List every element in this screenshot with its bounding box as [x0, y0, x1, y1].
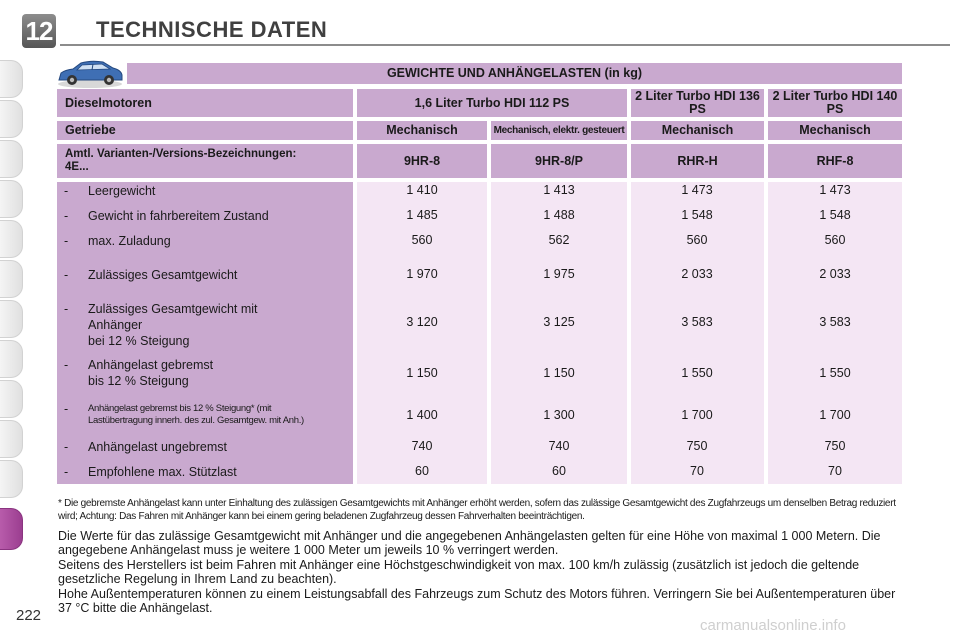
table-cell: 1 400 [406, 408, 438, 422]
table-cell: 1 488 [543, 208, 575, 222]
chapter-tab[interactable] [0, 220, 23, 258]
chapter-tab[interactable] [0, 140, 23, 178]
table-cell: 1 700 [819, 408, 851, 422]
table-cell: 1 150 [406, 366, 438, 380]
page-number: 222 [16, 607, 42, 624]
gearbox-row-label: Getriebe [57, 121, 353, 140]
table-cell: 1 550 [819, 366, 851, 380]
engine-row-label: Dieselmotoren [57, 89, 353, 117]
chapter-tab[interactable] [0, 100, 23, 138]
table-cell: 740 [411, 439, 433, 453]
paragraph: Die Werte für das zulässige Gesamtgewicht mit Anhänger und die angegebenen Anhängelasten gelten für eine Höhe von maximal 1 000 Metern. Die angegebene Anhängelast muss je weitere 1 000 Meter um jeweils 10 % verringert werden. [58, 529, 881, 557]
table-title: GEWICHTE UND ANHÄNGELASTEN (in kg) [127, 63, 902, 84]
row-dash: - [64, 302, 69, 316]
table-row-label [64, 357, 213, 389]
footnote: * Die gebremste Anhängelast kann unter Einhaltung des zulässigen Gesamtgewichts mit Anhänger erhöht werden, sofern das zulässige Gesamtgewicht des Zugfahrzeugs um denselben Betrag reduziert wird; Achtung: Das Fahren mit Anhänger kann bei einem gering beladenen Zugfahrzeug dessen Fahrverhalten beeinträchtigen. [58, 498, 896, 522]
table-cell: 60 [552, 464, 566, 478]
row-dash: - [64, 358, 69, 372]
header-divider [60, 44, 950, 46]
table-row-label [64, 439, 227, 455]
row-label-text: Anhängelast ungebremst [88, 440, 227, 454]
table-row-label [64, 301, 334, 349]
chapter-tab[interactable] [0, 380, 23, 418]
table-cell: 1 150 [543, 366, 575, 380]
table-cell: 60 [415, 464, 429, 478]
row-dash: - [64, 209, 69, 223]
table-cell: 1 473 [819, 183, 851, 197]
variant-header-2: 9HR-8/P [491, 144, 627, 178]
row-label-text: Leergewicht [88, 184, 156, 198]
gearbox-header-3: Mechanisch [631, 121, 764, 140]
paragraph: Seitens des Herstellers ist beim Fahren mit Anhänger eine Höchstgeschwindigkeit von max. 100 km/h zulässig (zusätzlich ist jedoch die geltende gesetzliche Regelung in Ihrem Land zu beachten). [58, 558, 860, 586]
table-row-label [64, 208, 269, 224]
gearbox-header-2: Mechanisch, elektr. gesteuert [491, 121, 627, 140]
page-title: TECHNISCHE DATEN [96, 17, 328, 42]
gearbox-header-4: Mechanisch [768, 121, 902, 140]
table-cell: 560 [411, 233, 433, 247]
row-dash: - [64, 440, 69, 454]
variant-header-1: 9HR-8 [357, 144, 487, 178]
table-cell: 1 485 [406, 208, 438, 222]
table-cell: 1 970 [406, 267, 438, 281]
table-cell: 560 [824, 233, 846, 247]
chapter-tab[interactable] [0, 340, 23, 378]
engine-header-3: 2 Liter Turbo HDI 140 PS [768, 89, 902, 117]
variant-header-3: RHR-H [631, 144, 764, 178]
table-cell: 1 550 [681, 366, 713, 380]
row-dash: - [64, 402, 68, 416]
table-cell: 562 [548, 233, 570, 247]
row-dash: - [64, 184, 69, 198]
table-row-label [64, 267, 237, 283]
table-cell: 1 473 [681, 183, 713, 197]
table-cell: 3 120 [406, 315, 438, 329]
row-label-text: Zulässiges Gesamtgewicht [88, 268, 238, 282]
chapter-tab[interactable] [0, 460, 23, 498]
table-cell: 1 700 [681, 408, 713, 422]
chapter-tab[interactable] [0, 260, 23, 298]
table-cell: 1 548 [819, 208, 851, 222]
car-icon [55, 58, 125, 88]
row-dash: - [64, 268, 69, 282]
row-label-text: Zulässiges Gesamtgewicht mit Anhänger [88, 302, 258, 332]
table-row-label [64, 464, 237, 480]
table-cell: 1 548 [681, 208, 713, 222]
engine-header-1: 1,6 Liter Turbo HDI 112 PS [357, 89, 627, 117]
table-row-label [64, 233, 171, 249]
row-dash: - [64, 234, 69, 248]
table-cell: 1 413 [543, 183, 575, 197]
table-cell: 1 300 [543, 408, 575, 422]
table-cell: 750 [686, 439, 708, 453]
table-cell: 70 [828, 464, 842, 478]
table-cell: 2 033 [819, 267, 851, 281]
chapter-tabs [0, 60, 24, 550]
row-label-sub: bei 12 % Steigung [88, 334, 190, 348]
table-cell: 1 410 [406, 183, 438, 197]
variant-header-4: RHF-8 [768, 144, 902, 178]
row-label-text: Anhängelast gebremst bis 12 % Steigung* (mit Lastübertragung innerh. des zul. Gesamtgew. mit Anh.) [88, 403, 304, 426]
row-label-text: Gewicht in fahrbereitem Zustand [88, 209, 269, 223]
table-cell: 740 [548, 439, 570, 453]
table-row-label [64, 183, 155, 199]
row-label-sub: bis 12 % Steigung [88, 374, 189, 388]
gearbox-header-1: Mechanisch [357, 121, 487, 140]
table-cell: 750 [824, 439, 846, 453]
row-label-text: Anhängelast gebremst [88, 358, 214, 372]
chapter-tab[interactable] [0, 300, 23, 338]
row-dash: - [64, 465, 69, 479]
table-row-label [64, 403, 346, 427]
chapter-number-badge: 12 [22, 14, 56, 48]
watermark: carmanualsonline.info [700, 617, 846, 634]
table-cell: 3 125 [543, 315, 575, 329]
chapter-tab[interactable] [0, 420, 23, 458]
engine-header-2: 2 Liter Turbo HDI 136 PS [631, 89, 764, 117]
table-cell: 2 033 [681, 267, 713, 281]
table-cell: 70 [690, 464, 704, 478]
table-cell: 1 975 [543, 267, 575, 281]
table-cell: 560 [686, 233, 708, 247]
table-cell: 3 583 [681, 315, 713, 329]
chapter-tab[interactable] [0, 60, 23, 98]
row-label-text: max. Zuladung [88, 234, 171, 248]
row-label-text: Empfohlene max. Stützlast [88, 465, 237, 479]
chapter-tab[interactable] [0, 180, 23, 218]
table-cell: 3 583 [819, 315, 851, 329]
chapter-tab-active[interactable] [0, 508, 23, 550]
variant-row-label: Amtl. Varianten-/Versions-Bezeichnungen: 4E... [57, 144, 353, 178]
paragraph: Hohe Außentemperaturen können zu einem Leistungsabfall des Fahrzeugs zum Schutz des Motors führen. Verringern Sie bei Außentemperaturen über 37 °C bitte die Anhängelast. [58, 587, 896, 615]
